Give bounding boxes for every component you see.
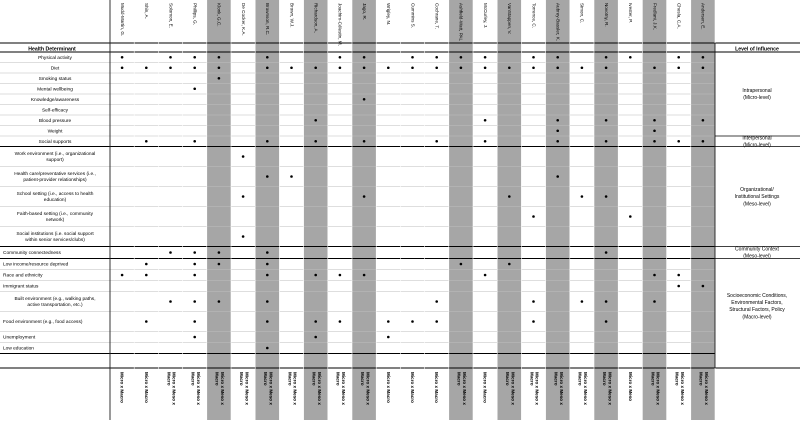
- mark-dot: [121, 56, 124, 59]
- scope-label: Micro x Meso xMacro: [238, 372, 250, 405]
- mark-dot: [411, 320, 414, 323]
- mark-dot: [653, 140, 656, 143]
- determinant-label: Smoking status: [38, 76, 72, 82]
- mark-dot: [266, 263, 269, 266]
- mark-dot: [339, 320, 342, 323]
- mark-dot: [387, 66, 390, 69]
- mark-dot: [145, 320, 148, 323]
- scope-label: Micro x Meso xMacro: [214, 372, 226, 405]
- mark-dot: [605, 300, 608, 303]
- mark-dot: [145, 263, 148, 266]
- scope-label: Micro x Meso xMacro: [529, 372, 540, 405]
- scope-label: Micro x Meso xMacro: [311, 372, 322, 405]
- determinant-label: Health care/preventative services (i.e., patient-provider relationships): [14, 172, 96, 183]
- mark-dot: [677, 285, 680, 288]
- mark-dot: [363, 140, 366, 143]
- mark-dot: [605, 195, 608, 198]
- scope-label: Micro x Meso xMacro: [359, 372, 371, 405]
- mark-dot: [435, 56, 438, 59]
- author-name: Phillips, G.: [192, 3, 198, 25]
- mark-dot: [363, 274, 366, 277]
- mark-dot: [532, 215, 535, 218]
- author-name: Jago, R.: [361, 3, 367, 21]
- mark-dot: [193, 87, 196, 90]
- mark-dot: [581, 195, 584, 198]
- mark-dot: [145, 140, 148, 143]
- mark-dot: [218, 77, 221, 80]
- mark-dot: [339, 66, 342, 69]
- mark-dot: [242, 195, 245, 198]
- mark-dot: [484, 119, 487, 122]
- mark-dot: [218, 263, 221, 266]
- level-label: Socioeconomic Conditions, Environmental Factors, Structural Factors, Policy (Macro-level): [726, 292, 788, 321]
- mark-dot: [484, 66, 487, 69]
- scope-label: Micro x Meso xMacro: [190, 372, 201, 405]
- mark-dot: [193, 336, 196, 339]
- mark-dot: [484, 56, 487, 59]
- shaded-column: [642, 0, 666, 420]
- mark-dot: [266, 56, 269, 59]
- mark-dot: [605, 66, 608, 69]
- mark-dot: [435, 66, 438, 69]
- mark-dot: [532, 56, 535, 59]
- author-name: De Cocker, K.A.: [240, 3, 246, 36]
- mark-dot: [411, 66, 414, 69]
- mark-dot: [629, 56, 632, 59]
- determinant-label: Built environment (e.g., walking paths, active transportation, etc.): [14, 297, 96, 308]
- mark-dot: [266, 347, 269, 350]
- scope-label: Micro x Macro: [434, 372, 440, 403]
- determinant-label: Work environment (i.e., organizational support): [14, 152, 96, 163]
- author-name: Torrence, C.: [531, 3, 537, 29]
- mark-dot: [314, 320, 317, 323]
- author-name: Chesla, C.A.: [676, 3, 682, 29]
- author-name: Shin, A.: [144, 3, 150, 19]
- determinant-label: Social institutions (i.e. social support within senior services/clubs): [16, 232, 94, 243]
- mark-dot: [218, 66, 221, 69]
- scope-label: Micro x Meso xMacro: [335, 372, 347, 405]
- mark-dot: [677, 274, 680, 277]
- mark-dot: [435, 300, 438, 303]
- mark-dot: [193, 320, 196, 323]
- mark-dot: [193, 274, 196, 277]
- mark-dot: [556, 56, 559, 59]
- author-name: Mudd-Martin, G.: [119, 3, 125, 37]
- scope-label: Micro x Meso xMacro: [287, 372, 298, 405]
- author-name: Wrigley, N.: [386, 3, 392, 26]
- mark-dot: [290, 66, 293, 69]
- mark-dot: [193, 300, 196, 303]
- mark-dot: [605, 251, 608, 254]
- scope-label: Micro x Meso xMacro: [456, 372, 468, 405]
- mark-dot: [653, 119, 656, 122]
- mark-dot: [387, 336, 390, 339]
- scope-label: Micro x Meso xMacro: [601, 372, 613, 405]
- mark-dot: [193, 66, 196, 69]
- determinant-label: Blood pressure: [38, 118, 72, 124]
- determinant-label: Self-efficacy: [41, 108, 69, 114]
- shaded-column: [449, 0, 473, 420]
- mark-dot: [532, 66, 535, 69]
- mark-dot: [242, 235, 245, 238]
- author-name: Richardson, A.: [313, 3, 319, 33]
- mark-dot: [605, 320, 608, 323]
- scope-label: Micro x Meso xMacro: [674, 372, 685, 405]
- author-name: Andersen, E.: [700, 3, 706, 30]
- determinant-label: Mental wellbeing: [37, 87, 73, 93]
- mark-dot: [266, 274, 269, 277]
- mark-dot: [193, 140, 196, 143]
- shaded-column: [691, 0, 715, 420]
- mark-dot: [629, 215, 632, 218]
- determinant-label: School setting (i.e., access to health education): [16, 192, 94, 203]
- mark-dot: [339, 274, 342, 277]
- author-name: Cummins S.: [410, 3, 416, 29]
- author-name: McCurley, J.: [482, 3, 488, 29]
- mark-dot: [702, 66, 705, 69]
- mark-dot: [290, 175, 293, 178]
- mark-dot: [484, 274, 487, 277]
- mark-dot: [677, 56, 680, 59]
- mark-dot: [363, 98, 366, 101]
- level-label: Interpersonal (Micro-level): [742, 135, 772, 149]
- mark-dot: [411, 56, 414, 59]
- determinant-label: Social supports: [38, 139, 72, 145]
- author-name: Brown, W.J.: [289, 3, 295, 28]
- mark-dot: [169, 300, 172, 303]
- mark-dot: [677, 140, 680, 143]
- mark-dot: [460, 263, 463, 266]
- level-label: Organizational/ Institutional Settings (Meso-level): [734, 186, 780, 208]
- mark-dot: [702, 56, 705, 59]
- determinant-label: Unemployment: [3, 335, 36, 341]
- determinant-label: Knowledge/awareness: [30, 97, 80, 103]
- mark-dot: [556, 140, 559, 143]
- scope-label: Micro x Macro: [482, 372, 488, 403]
- mark-dot: [435, 320, 438, 323]
- author-name: Novotny, R.: [603, 3, 609, 27]
- mark-dot: [556, 119, 559, 122]
- mark-dot: [532, 320, 535, 323]
- mark-dot: [363, 56, 366, 59]
- mark-dot: [266, 251, 269, 254]
- mark-dot: [556, 66, 559, 69]
- mark-dot: [702, 119, 705, 122]
- scope-label: Micro x Meso xMacro: [650, 372, 661, 405]
- author-name: Aubrey-Bassler, K.: [555, 3, 561, 42]
- scope-label: Micro x Macro: [410, 372, 415, 403]
- mark-dot: [581, 66, 584, 69]
- mark-dot: [339, 56, 342, 59]
- scope-label: Micro x Meso xMacro: [577, 372, 589, 405]
- mark-dot: [702, 140, 705, 143]
- mark-dot: [314, 274, 317, 277]
- mark-dot: [169, 66, 172, 69]
- determinant-label: Physical activity: [38, 55, 72, 61]
- mark-dot: [653, 129, 656, 132]
- shaded-column: [594, 0, 618, 420]
- scope-label: Micro x Macro: [119, 372, 125, 403]
- author-name: Joachim-Célestin, M.: [337, 3, 343, 46]
- mark-dot: [193, 263, 196, 266]
- mark-dot: [484, 140, 487, 143]
- mark-dot: [605, 140, 608, 143]
- mark-dot: [266, 320, 269, 323]
- scope-label: Micro x Meso xMacro: [505, 372, 516, 405]
- mark-dot: [363, 195, 366, 198]
- mark-dot: [508, 66, 511, 69]
- mark-dot: [193, 56, 196, 59]
- determinant-label: Weight: [47, 129, 63, 135]
- mark-dot: [314, 119, 317, 122]
- determinant-label: Faith-based setting (i.e., community network): [17, 212, 93, 223]
- shaded-column: [304, 0, 328, 420]
- mark-dot: [532, 300, 535, 303]
- determinant-label: Low education: [3, 346, 34, 352]
- mark-dot: [435, 140, 438, 143]
- mark-dot: [218, 251, 221, 254]
- author-name: Ivester, P.: [628, 3, 634, 23]
- mark-dot: [605, 119, 608, 122]
- mark-dot: [556, 129, 559, 132]
- mark-dot: [169, 56, 172, 59]
- scope-label: Micro x Meso xMacro: [166, 372, 177, 405]
- mark-dot: [314, 66, 317, 69]
- mark-dot: [266, 140, 269, 143]
- mark-dot: [169, 251, 172, 254]
- mark-dot: [266, 300, 269, 303]
- scope-label: Micro x Macro: [385, 372, 391, 403]
- shaded-column: [352, 0, 376, 420]
- mark-dot: [387, 320, 390, 323]
- mark-dot: [145, 66, 148, 69]
- author-name: Cochrane, T.: [434, 3, 440, 29]
- mark-dot: [121, 66, 124, 69]
- mark-dot: [314, 140, 317, 143]
- scope-label: Micro x Meso: [627, 372, 633, 402]
- mark-dot: [653, 274, 656, 277]
- scope-label: Micro x Meso xMacro: [263, 372, 274, 405]
- mark-dot: [121, 274, 124, 277]
- header-health-determinant: Health Determinant: [28, 46, 76, 53]
- header-level-of-influence: Level of Influence: [735, 46, 779, 53]
- scope-label: Micro x Meso xMacro: [698, 372, 710, 405]
- shaded-column: [207, 0, 231, 420]
- mark-dot: [363, 66, 366, 69]
- mark-dot: [605, 56, 608, 59]
- mark-dot: [266, 175, 269, 178]
- author-name: VanStappen, V.: [507, 3, 513, 35]
- mark-dot: [677, 66, 680, 69]
- mark-dot: [193, 251, 196, 254]
- scope-label: Micro x Macro: [143, 372, 149, 403]
- mark-dot: [653, 66, 656, 69]
- mark-dot: [508, 263, 511, 266]
- author-name: Ashfield-Watt, PAL: [458, 3, 464, 42]
- mark-dot: [508, 195, 511, 198]
- mark-dot: [653, 300, 656, 303]
- mark-dot: [314, 336, 317, 339]
- determinant-label: Food environment (e.g., food access): [3, 320, 83, 326]
- level-label: Intrapersonal (Micro-level): [742, 88, 772, 102]
- author-name: Simon, C.: [579, 3, 585, 24]
- shaded-column: [255, 0, 279, 420]
- determinant-label: Immigrant status: [3, 284, 39, 290]
- mark-dot: [460, 66, 463, 69]
- mark-dot: [581, 300, 584, 303]
- determinant-label: Low income/resource deprived: [3, 262, 69, 268]
- mark-dot: [145, 274, 148, 277]
- determinant-label: Race and ethnicity: [3, 273, 43, 279]
- mark-dot: [702, 285, 705, 288]
- level-label: Community Context (Meso-level): [735, 246, 779, 260]
- shaded-column: [546, 0, 570, 420]
- mark-dot: [556, 175, 559, 178]
- mark-dot: [460, 56, 463, 59]
- author-name: Brownson, R.C.: [265, 3, 271, 36]
- mark-dot: [266, 66, 269, 69]
- determinant-label: Community connectedness: [3, 251, 61, 257]
- shaded-column: [497, 0, 521, 420]
- mark-dot: [218, 300, 221, 303]
- author-name: Klonk, G.C.: [216, 3, 222, 27]
- mark-dot: [218, 56, 221, 59]
- author-name: Solomon, E.: [168, 3, 174, 29]
- mark-dot: [242, 155, 245, 158]
- author-name: Fredlani, J.K.: [652, 3, 658, 31]
- determinant-label: Diet: [50, 66, 60, 72]
- scope-label: Micro x Meso xMacro: [553, 372, 564, 405]
